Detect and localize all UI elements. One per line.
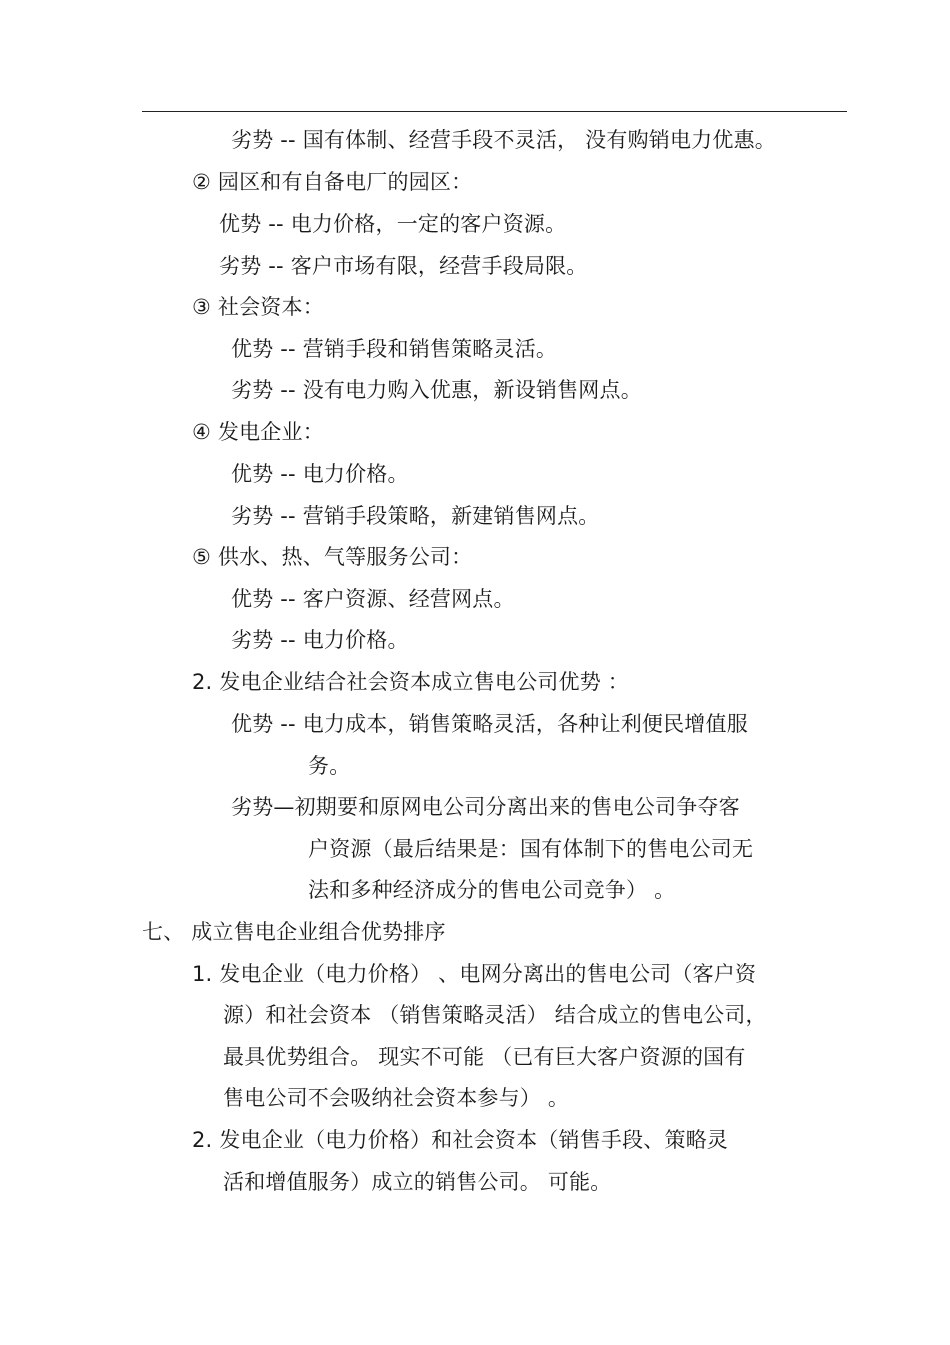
text-line: 2. 发电企业结合社会资本成立售电公司优势 ： xyxy=(192,670,629,694)
text-line: ③ 社会资本： xyxy=(192,295,324,319)
text-line: 劣势 -- 没有电力购入优惠，新设销售网点。 xyxy=(231,378,642,402)
text-line: 优势 -- 营销手段和销售策略灵活。 xyxy=(231,337,558,361)
text-line: 劣势 -- 电力价格。 xyxy=(231,628,409,652)
text-line: 优势 -- 客户资源、经营网点。 xyxy=(231,587,515,611)
text-line: 劣势—初期要和原网电公司分离出来的售电公司争夺客 xyxy=(231,795,740,819)
text-line: 优势 -- 电力价格。 xyxy=(231,462,409,486)
text-line: 2. 发电企业（电力价格）和社会资本（销售手段、策略灵 xyxy=(192,1128,729,1152)
text-line: 源）和社会资本 （销售策略灵活） 结合成立的售电公司， xyxy=(223,1003,767,1027)
text-line: 务。 xyxy=(308,754,351,778)
text-line: ② 园区和有自备电厂的园区： xyxy=(192,170,473,194)
text-line: 劣势 -- 国有体制、经营手段不灵活， 没有购销电力优惠。 xyxy=(231,128,776,152)
text-line: 劣势 -- 营销手段策略，新建销售网点。 xyxy=(231,504,600,528)
text-line: 最具优势组合。 现实不可能 （已有巨大客户资源的国有 xyxy=(223,1045,746,1069)
text-line: 法和多种经济成分的售电公司竞争） 。 xyxy=(308,878,676,902)
text-line: 优势 -- 电力成本，销售策略灵活，各种让利便民增值服 xyxy=(231,712,748,736)
header-rule xyxy=(142,111,847,112)
section-heading: 七、 成立售电企业组合优势排序 xyxy=(142,920,446,944)
text-line: 活和增值服务）成立的销售公司。 可能。 xyxy=(223,1170,612,1194)
text-line: 1. 发电企业（电力价格） 、电网分离出的售电公司（客户资 xyxy=(192,962,757,986)
text-line: 优势 -- 电力价格，一定的客户资源。 xyxy=(219,212,567,236)
text-line: ⑤ 供水、热、气等服务公司： xyxy=(192,545,473,569)
text-line: 户资源（最后结果是：国有体制下的售电公司无 xyxy=(308,837,754,861)
text-line: ④ 发电企业： xyxy=(192,420,324,444)
text-line: 劣势 -- 客户市场有限，经营手段局限。 xyxy=(219,254,588,278)
text-line: 售电公司不会吸纳社会资本参与） 。 xyxy=(223,1086,570,1110)
